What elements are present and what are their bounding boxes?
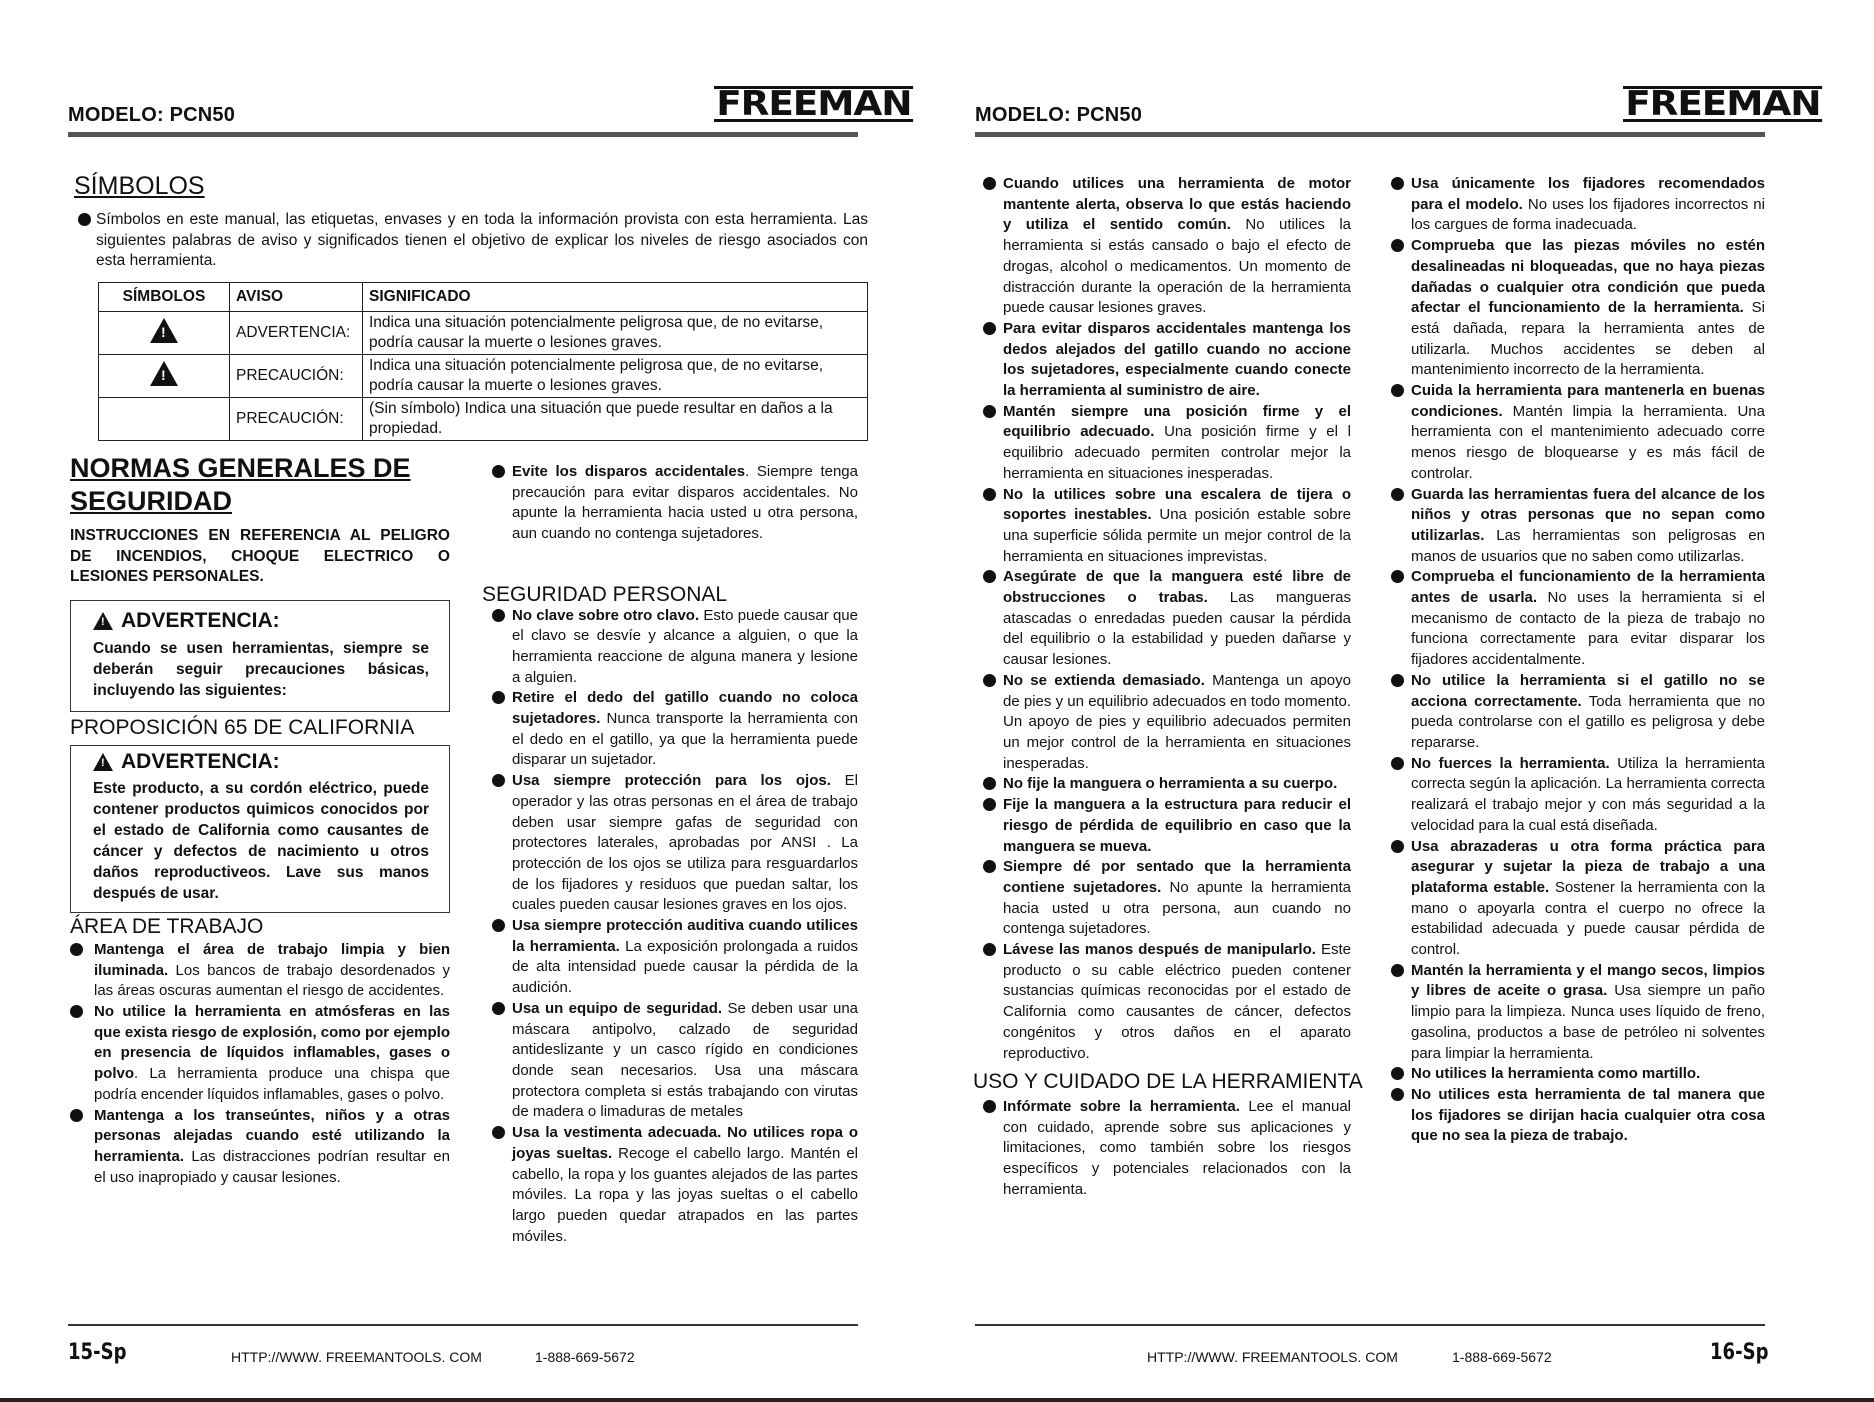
bullet-icon	[983, 1100, 996, 1113]
freeman-logo: FREEMAN	[1623, 86, 1823, 122]
item-text: Esto puede causar que el clavo se desvíe y alcance a alguien, o que la herramienta reaccione de alguna manera y lesione a alguien.	[512, 606, 858, 686]
page-number: 15-Sp	[68, 1340, 127, 1365]
area-title: ÁREA DE TRABAJO	[70, 915, 264, 939]
footer-phone: 1-888-669-5672	[1452, 1349, 1552, 1365]
list-item	[1391, 174, 1765, 236]
bullet-icon	[1391, 964, 1404, 977]
bullet-icon	[1391, 757, 1404, 770]
bullet-icon	[1391, 1067, 1404, 1080]
footer-rule	[975, 1324, 1765, 1326]
aviso-cell: PRECAUCIÓN:	[230, 355, 363, 398]
symbol-cell	[99, 398, 230, 441]
bullet-icon	[492, 609, 505, 622]
item-bold: No utilices esta herramienta de tal manera que los fijadores se dirijan hacia cualquier otra cosa que no sea la pieza de trabajo.	[1411, 1085, 1765, 1145]
right-page	[975, 0, 1835, 1402]
bullet-icon	[983, 674, 996, 687]
list-item	[983, 857, 1351, 940]
list-item	[1391, 485, 1765, 568]
item-text: Usa siempre un paño limpio para la limpieza. Nunca uses líquido de freno, gasolina, productos a base de petróleo ni solventes para limpiar la herramienta.	[1411, 982, 1766, 1062]
list-item	[1391, 837, 1765, 961]
item-bold: Comprueba que las piezas móviles no estén desalineadas ni bloqueadas, que no haya piezas dañadas o cualquier otra condición que pueda afectar el funcionamiento de la herramienta.	[1411, 237, 1765, 317]
item-text: Sostener la herramienta con la mano o apoyarla contra el cuerpo no ofrece la estabilidad adecuada y puede causar pérdida de control.	[1411, 878, 1765, 959]
item-text: Toda herramienta que no pueda controlarse con el gatillo es peligrosa y debe repararse.	[1411, 692, 1765, 751]
item-text: Recoge el cabello largo. Mantén el cabello, la ropa y los guantes alejados de las partes móviles. La ropa y las joyas sueltas o el cabello largo pueden quedar atrapados en las partes móviles.	[512, 1144, 858, 1245]
item-text: No uses los fijadores incorrectos ni los cargues de forma inadecuada.	[1411, 195, 1765, 234]
bullet-icon	[492, 919, 505, 932]
bullet-icon	[1391, 488, 1404, 501]
symbols-table	[98, 282, 868, 441]
list-item	[983, 485, 1351, 568]
bullet-icon	[983, 943, 996, 956]
bullet-icon	[492, 1126, 505, 1139]
item-bold: Mantén la herramienta y el mango secos, limpios y libres de aceite o grasa.	[1411, 961, 1765, 1000]
significado-cell: (Sin símbolo) Indica una situación que puede resultar en daños a la propiedad.	[363, 398, 868, 441]
normas-instructions: INSTRUCCIONES EN REFERENCIA AL PELIGRO DE INCENDIOS, CHOQUE ELECTRICO O LESIONES PERSONALES.	[70, 527, 450, 586]
item-text: Utiliza la herramienta correcta según la aplicación. La herramienta correcta realizará el trabajo mejor y con más seguridad a la velocidad para la cual está diseñada.	[1411, 754, 1765, 834]
bullet-icon	[1391, 177, 1404, 190]
item-text: Una posición firme y el l equilibrio adecuado permiten controlar mejor la herramienta en situaciones inesperadas.	[1003, 423, 1351, 482]
normas-title-line-1: NORMAS GENERALES DE	[70, 453, 411, 483]
item-bold: Guarda las herramientas fuera del alcance de los niños y otras personas que no sepan como utilizarlas.	[1411, 485, 1765, 544]
bullet-icon	[492, 774, 505, 787]
item-text: Las herramientas son peligrosas en manos de usuarios que no saben como utilizarlas.	[1411, 526, 1765, 565]
middle-column	[482, 462, 858, 1247]
item-bold: Asegúrate de que la manguera esté libre de obstrucciones o trabas.	[1003, 568, 1351, 607]
item-text: No uses la herramienta si el mecanismo de contacto de la pieza de trabajo no funciona correctamente para evitar disparar los fijadores accidentalmente.	[1411, 589, 1765, 669]
bullet-icon	[983, 777, 996, 790]
bullet-icon	[983, 570, 996, 583]
item-bold: Usa siempre protección para los ojos.	[512, 772, 831, 790]
list-item	[983, 567, 1351, 671]
list-item	[1391, 961, 1765, 1065]
warning-triangle-icon	[93, 612, 113, 630]
bullet-icon	[70, 1005, 83, 1018]
item-bold: No fuerces la herramienta.	[1411, 754, 1610, 772]
item-bold: Usa abrazaderas u otra forma práctica para asegurar y sujetar la pieza de trabajo a una plataforma estable.	[1411, 837, 1765, 896]
footer-phone: 1-888-669-5672	[535, 1349, 635, 1365]
table-header-row	[99, 283, 868, 312]
item-bold: Cuando utilices una herramienta de motor mantente alerta, observa lo que estás haciendo y utiliza el sentido común.	[1003, 175, 1351, 234]
list-item	[1391, 236, 1765, 381]
list-item	[1391, 1085, 1765, 1147]
list-item	[492, 771, 858, 916]
list-item	[492, 462, 858, 545]
right-column-1	[973, 174, 1363, 1200]
item-text: El operador y las otras personas en el área de trabajo deben usar siempre gafas de seguridad con protectores laterales, aprobadas por ANSI . La protección de los ojos se utiliza para resguardarlos de los fijadores y residuos que puedan saltar, los cuales pueden causar lesiones graves en los ojos.	[512, 772, 858, 914]
warning-box	[70, 600, 450, 712]
bullet-icon	[492, 465, 505, 478]
item-bold: No se extienda demasiado.	[1003, 671, 1205, 689]
simbolos-intro-block	[78, 210, 868, 272]
list-item	[983, 940, 1351, 1064]
item-text: . La herramienta produce una chispa que podría encender líquidos inflamables, gases o polvo.	[94, 1065, 450, 1103]
bullet-icon	[1391, 674, 1404, 687]
bullet-icon	[1391, 384, 1404, 397]
item-text: Una posición estable sobre una superficie sólida permite un mejor control de la herramienta en situaciones imprevistas.	[1003, 506, 1351, 565]
normas-title	[70, 452, 450, 518]
uso-title: USO Y CUIDADO DE LA HERRAMIENTA	[973, 1070, 1363, 1094]
footer-url: HTTP://WWW. FREEMANTOOLS. COM	[1147, 1349, 1398, 1365]
warning-title	[93, 749, 429, 773]
table-header-cell: SÍMBOLOS	[99, 283, 230, 312]
warning-title-text: ADVERTENCIA:	[121, 749, 280, 773]
bullet-icon	[983, 488, 996, 501]
item-bold: Usa únicamente los fijadores recomendados para el modelo.	[1411, 175, 1765, 213]
list-item	[492, 606, 858, 689]
item-text: Mantén limpia la herramienta. Una herramienta con el mantenimiento adecuado corre menos riesgo de bloquearse y es más fácil de controlar.	[1411, 402, 1765, 482]
item-bold: No utilice la herramienta en atmósferas en las que exista riesgo de explosión, como por ejemplo en presencia de líquidos inflamables, gases o polvo	[94, 1003, 450, 1083]
footer-rule	[68, 1324, 858, 1326]
footer-url: HTTP://WWW. FREEMANTOOLS. COM	[231, 1349, 482, 1365]
list-item	[983, 774, 1351, 795]
item-text: No utilices la herramienta si estás cansado o bajo el efecto de drogas, alcohol o medicamentos. Un momento de distracción durante la operación de la herramienta puede causar lesiones graves.	[1003, 216, 1352, 317]
bullet-icon	[1391, 239, 1404, 252]
item-bold: No utilice la herramienta si el gatillo no se acciona correctamente.	[1411, 671, 1765, 710]
table-row	[99, 312, 868, 355]
list-item	[70, 1002, 450, 1106]
bullet-icon	[983, 177, 996, 190]
bullet-icon	[70, 1109, 83, 1122]
header-rule	[68, 132, 858, 137]
item-bold: Retire el dedo del gatillo cuando no coloca sujetadores.	[512, 689, 858, 728]
item-text: Las distracciones podrían resultar en el uso inapropiado y causar lesiones.	[94, 1147, 450, 1186]
left-page	[68, 0, 928, 1402]
prop65-title: PROPOSICIÓN 65 DE CALIFORNIA	[70, 715, 415, 739]
item-bold: Mantén siempre una posición firme y el equilibrio adecuado.	[1003, 402, 1351, 441]
simbolos-intro: Símbolos en este manual, las etiquetas, envases y en toda la información provista con esta herramienta. Las siguientes palabras de aviso y significados tienen el objetivo de explicar los niveles de riesgo asociados con esta herramienta.	[96, 211, 868, 270]
simbolos-title: SÍMBOLOS	[74, 172, 205, 200]
freeman-logo: FREEMAN	[714, 86, 914, 122]
warning-title-text: ADVERTENCIA:	[121, 609, 280, 633]
item-bold: No la utilices sobre una escalera de tijera o soportes inestables.	[1003, 485, 1351, 524]
symbol-cell	[99, 355, 230, 398]
item-bold: Usa un equipo de seguridad.	[512, 999, 723, 1017]
item-bold: Usa la vestimenta adecuada. No utilices ropa o joyas sueltas.	[512, 1124, 858, 1162]
aviso-cell: PRECAUCIÓN:	[230, 398, 363, 441]
significado-cell: Indica una situación potencialmente peligrosa que, de no evitarse, podría causar la muerte o lesiones graves.	[363, 355, 868, 398]
list-item	[983, 319, 1351, 402]
warning-triangle-icon	[150, 361, 178, 386]
item-text: Las mangueras atascadas o enredadas pueden causar la pérdida del equilibrio o la estabilidad y pueden dañarse y causar lesiones.	[1003, 589, 1351, 669]
bottom-edge	[0, 1398, 1874, 1402]
list-item	[1391, 381, 1765, 485]
item-bold: Siempre dé por sentado que la herramienta contiene sujetadores.	[1003, 858, 1351, 896]
item-bold: No clave sobre otro clavo.	[512, 606, 700, 624]
bullet-icon	[1391, 1088, 1404, 1101]
item-text: Este producto o su cable eléctrico pueden contener sustancias químicas reconocidas por el estado de California como causantes de cáncer, defectos congénitos y otros daños en el aparato reproductivo.	[1003, 941, 1351, 1062]
bullet-icon	[983, 405, 996, 418]
list-item	[492, 999, 858, 1123]
table-row	[99, 398, 868, 441]
item-text: Se deben usar una máscara antipolvo, calzado de seguridad antideslizante y un casco rígido en condiciones donde sean necesarios. Usa una máscara protectora completa si estás trabajando con virutas de madera o limaduras de metales	[512, 999, 858, 1121]
bullet-icon	[492, 691, 505, 704]
item-bold: Fije la manguera a la estructura para reducir el riesgo de pérdida de equilibrio en caso que la manguera se mueva.	[1003, 796, 1351, 855]
item-bold: Evite los disparos accidentales	[512, 463, 746, 480]
bullet-icon	[78, 213, 91, 226]
list-item	[492, 916, 858, 999]
item-text: Mantenga un apoyo de pies y un equilibrio adecuados en todo momento. Un apoyo de pies y equilibrio adecuados permiten un mejor control de la herramienta en situaciones inesperadas.	[1003, 671, 1351, 772]
significado-cell: Indica una situación potencialmente peligrosa que, de no evitarse, podría causar la muerte o lesiones graves.	[363, 312, 868, 355]
item-bold: Para evitar disparos accidentales mantenga los dedos alejados del gatillo cuando no accione los sujetadores, especialmente cuando conecte la herramienta al suministro de aire.	[1003, 319, 1351, 400]
left-column	[70, 452, 450, 1188]
header-rule	[975, 132, 1765, 137]
list-item	[1391, 567, 1765, 671]
item-bold: Usa siempre protección auditiva cuando utilices la herramienta.	[512, 917, 858, 955]
prop65-warning-box	[70, 745, 450, 914]
prop65-warning-text: Este producto, a su cordón eléctrico, puede contener productos quimicos conocidos por el estado de California como causantes de cáncer y defectos de nacimiento u otros daños reproductiveos. Lave sus manos después de usar.	[93, 780, 429, 903]
item-text: La exposición prolongada a ruidos de alta intensidad puede causar la pérdida de la audición.	[512, 937, 858, 997]
list-item	[983, 1097, 1351, 1201]
list-item	[983, 671, 1351, 775]
item-bold: No fije la manguera o herramienta a su cuerpo.	[1003, 775, 1338, 793]
normas-title-line-2: SEGURIDAD	[70, 486, 233, 516]
list-item	[1391, 754, 1765, 837]
item-text: Nunca transporte la herramienta con el dedo en el gatillo, ya que la herramienta puede disparar un sujetador.	[512, 710, 858, 769]
list-item	[70, 1106, 450, 1189]
list-item	[1391, 1064, 1765, 1085]
warning-title	[93, 611, 429, 632]
bullet-icon	[983, 798, 996, 811]
list-item	[492, 1123, 858, 1247]
model-label: MODELO: PCN50	[68, 104, 236, 126]
warning-triangle-icon	[150, 318, 178, 343]
bullet-icon	[1391, 840, 1404, 853]
bullet-icon	[70, 943, 83, 956]
list-item	[70, 940, 450, 1002]
seguridad-personal-title: SEGURIDAD PERSONAL	[482, 582, 728, 606]
item-text: Lee el manual con cuidado, aprende sobre sus aplicaciones y limitaciones, como también sobre los riesgos específicos y potenciales relacionados con la herramienta.	[1003, 1097, 1351, 1198]
item-text: No apunte la herramienta hacia usted u otra persona, aun cuando no contenga sujetadores.	[1003, 878, 1351, 938]
warning-triangle-icon	[93, 753, 113, 771]
list-item	[1391, 671, 1765, 754]
item-text: Los bancos de trabajo desordenados y las áreas oscuras aumentan el riesgo de accidentes.	[94, 961, 450, 1000]
page-number: 16-Sp	[1710, 1340, 1769, 1365]
aviso-cell: ADVERTENCIA:	[230, 312, 363, 355]
item-bold: No utilices la herramienta como martillo.	[1411, 1065, 1701, 1083]
table-header-cell: SIGNIFICADO	[363, 283, 868, 312]
bullet-icon	[983, 860, 996, 873]
list-item	[492, 688, 858, 771]
item-bold: Comprueba el funcionamiento de la herramienta antes de usarla.	[1411, 568, 1765, 607]
item-text: Si está dañada, repara la herramienta antes de utilizarla. Muchos accidentes se deben al mantenimiento incorrecto de la herramienta.	[1411, 299, 1765, 379]
symbol-cell	[99, 312, 230, 355]
warning-text: Cuando se usen herramientas, siempre se deberán seguir precauciones básicas, incluyendo las siguientes:	[93, 639, 429, 699]
item-bold: Cuida la herramienta para mantenerla en buenas condiciones.	[1411, 382, 1765, 420]
model-label: MODELO: PCN50	[975, 104, 1143, 126]
item-bold: Mantenga a los transeúntes, niños y a otras personas alejadas cuando esté utilizando la herramienta.	[94, 1106, 450, 1165]
list-item	[983, 402, 1351, 485]
list-item	[983, 174, 1351, 319]
right-column-2	[1391, 174, 1765, 1147]
item-bold: Infórmate sobre la herramienta.	[1003, 1097, 1240, 1115]
item-text: . Siempre tenga precaución para evitar disparos accidentales. No apunte la herramienta hacia usted u otra persona, aun cuando no contenga sujetadores.	[512, 463, 858, 543]
bullet-icon	[983, 322, 996, 335]
item-bold: Mantenga el área de trabajo limpia y bien iluminada.	[94, 940, 450, 979]
bullet-icon	[1391, 570, 1404, 583]
table-row	[99, 355, 868, 398]
table-header-cell: AVISO	[230, 283, 363, 312]
list-item	[983, 795, 1351, 857]
item-bold: Lávese las manos después de manipularlo.	[1003, 941, 1316, 959]
bullet-icon	[492, 1002, 505, 1015]
